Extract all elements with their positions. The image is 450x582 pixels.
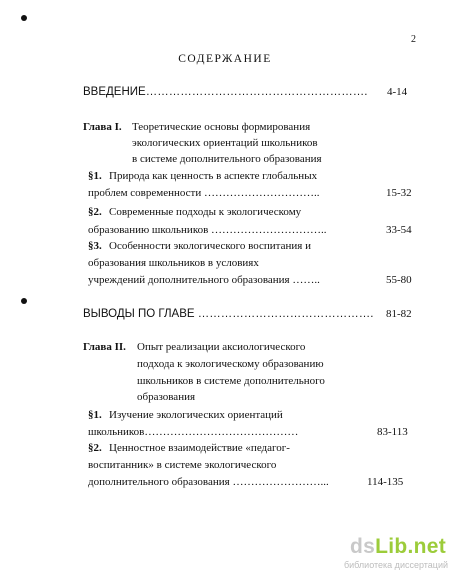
chapter2-label: Глава II.	[83, 341, 126, 353]
section-title-line: Ценностное взаимодействие «педагог-	[109, 442, 290, 454]
section-pages: 33-54	[386, 224, 412, 236]
page-number: 2	[411, 34, 416, 45]
chapter2-title-line: образования	[137, 391, 196, 403]
binder-hole-bottom	[21, 298, 27, 304]
section-title-line: образованию школьников …………………………..	[88, 224, 327, 236]
logo-wordmark: dsLib.net	[350, 535, 447, 558]
chapter1-title-line: Теоретические основы формирования	[132, 121, 311, 133]
section-title-line: Природа как ценность в аспекте глобальных	[109, 170, 318, 182]
section-title-line: Современные подходы к экологическому	[109, 206, 302, 218]
page-title: СОДЕРЖАНИЕ	[178, 53, 272, 65]
chapter1-title-line: в системе дополнительного образования	[132, 153, 322, 165]
binder-hole-top	[21, 15, 27, 21]
section-pages: 55-80	[386, 274, 412, 286]
intro-entry: ВВЕДЕНИЕ………………………………………………….	[83, 86, 368, 98]
section-title-line: Особенности экологического воспитания и	[109, 240, 311, 252]
section-title-line: школьников……………………………………	[88, 426, 299, 438]
chapter2-title-line: подхода к экологическому образованию	[137, 358, 324, 370]
section-number: §1.	[88, 170, 102, 182]
section-number: §1.	[88, 409, 102, 421]
logo-subtitle: библиотека диссертаций	[344, 560, 449, 570]
section-pages: 114-135	[367, 476, 404, 488]
section-number: §2.	[88, 442, 102, 454]
section-title-line: дополнительного образования ……………………...	[88, 476, 329, 488]
section-title-line: проблем современности …………………………..	[88, 187, 320, 199]
chapter2-title-line: Опыт реализации аксиологического	[137, 341, 306, 353]
chapter1-title-line: экологических ориентаций школьников	[132, 137, 318, 149]
chapter1-label: Глава I.	[83, 121, 122, 133]
section-title-line: Изучение экологических ориентаций	[109, 409, 283, 421]
section-number: §2.	[88, 206, 102, 218]
section-title-line: воспитанник» в системе экологического	[88, 459, 277, 471]
dslib-logo	[344, 534, 449, 572]
section-title-line: образования школьников в условиях	[88, 257, 259, 269]
section-pages: 83-113	[377, 426, 408, 438]
intro-pages: 4-14	[387, 86, 408, 98]
conclusions-pages: 81-82	[386, 308, 412, 320]
chapter2-title-line: школьников в системе дополнительного	[137, 375, 325, 387]
section-title-line: учреждений дополнительного образования ……..	[88, 274, 320, 286]
section-number: §3.	[88, 240, 102, 252]
conclusions-entry: ВЫВОДЫ ПО ГЛАВЕ ……………………………………….	[83, 308, 374, 320]
section-pages: 15-32	[386, 187, 412, 199]
